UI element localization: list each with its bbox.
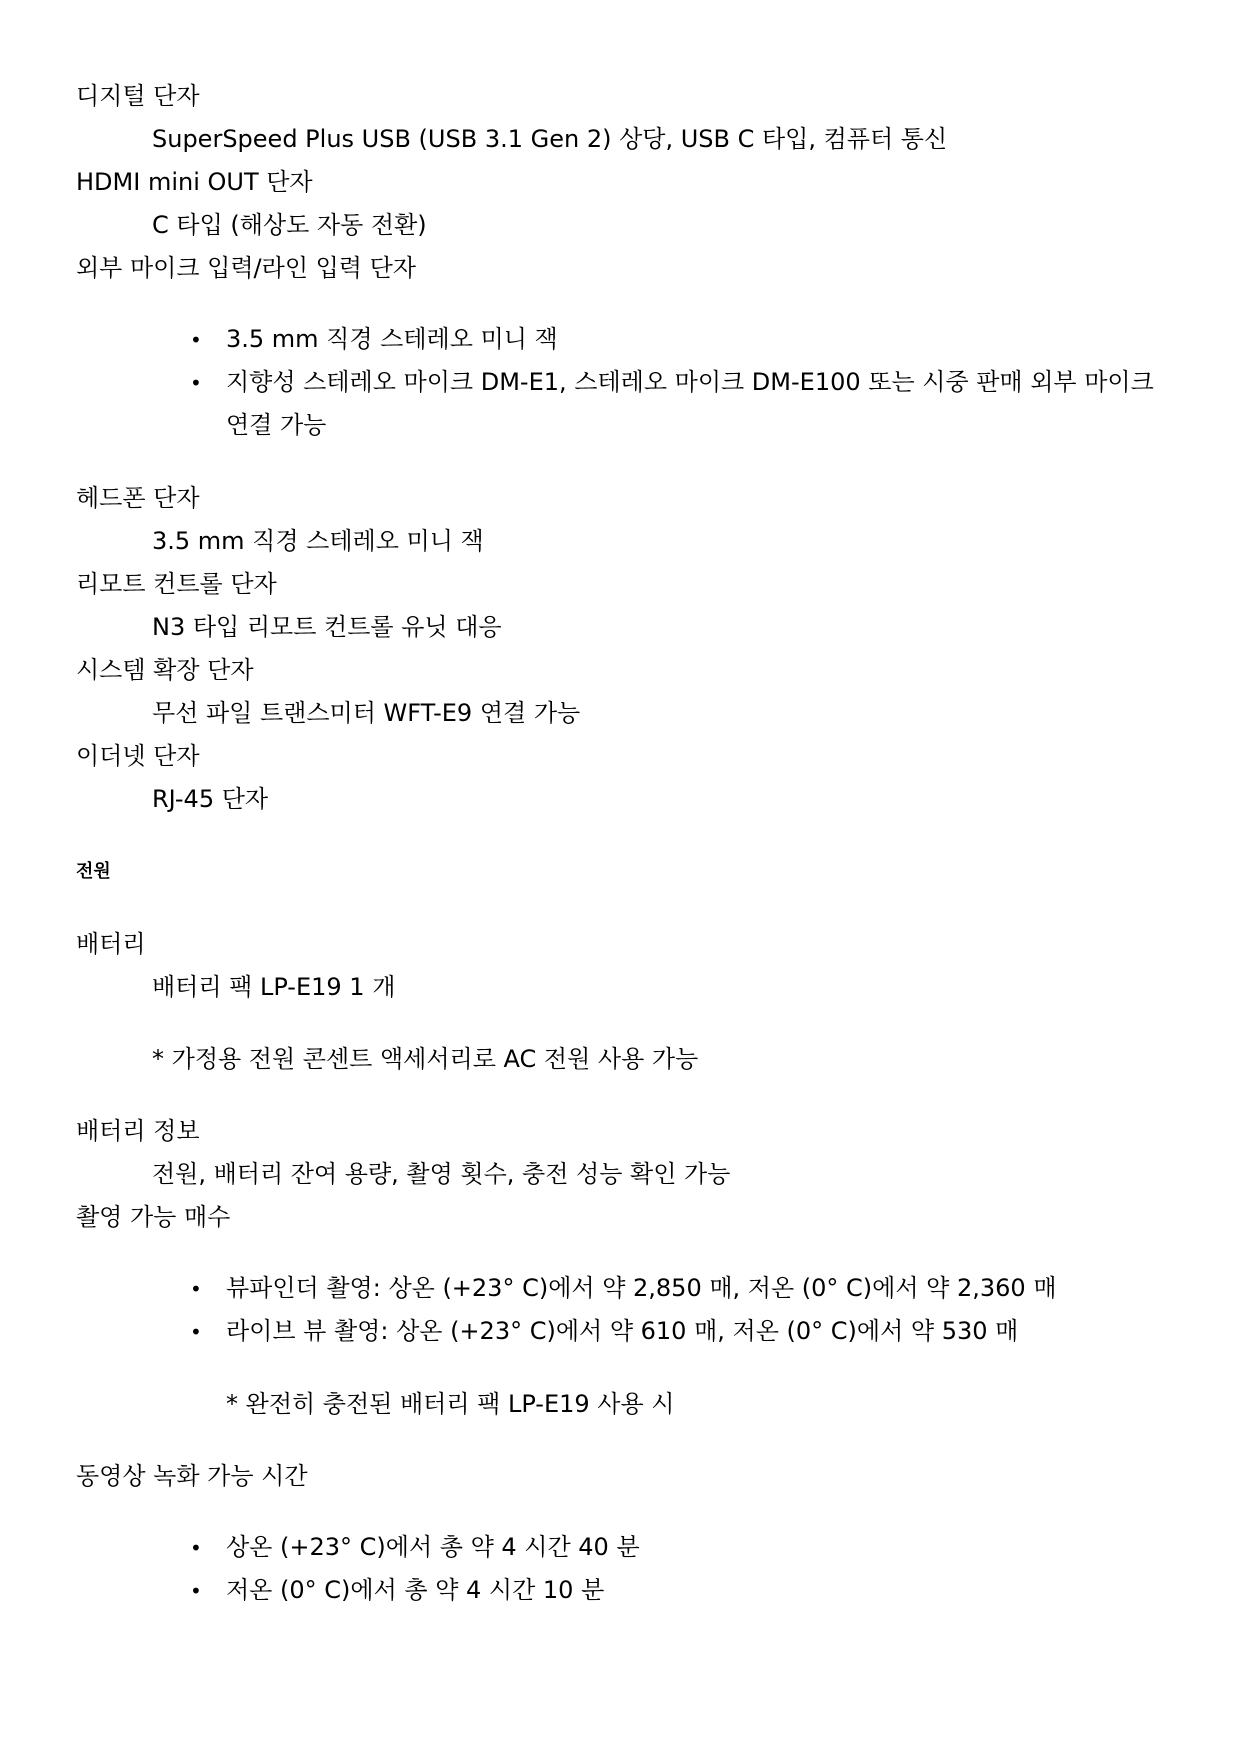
ethernet-terminal-detail: RJ-45 단자 <box>152 785 269 813</box>
headphone-terminal-heading: 헤드폰 단자 <box>76 484 200 512</box>
battery-info-detail: 전원, 배터리 잔여 용량, 촬영 횟수, 충전 성능 확인 가능 <box>152 1160 731 1188</box>
list-item: • 지향성 스테레오 마이크 DM-E1, 스테레오 마이크 DM-E100 또는 시중 판매 외부 마이크 연결 가능 <box>190 368 1154 439</box>
headphone-terminal-detail: 3.5 mm 직경 스테레오 미니 잭 <box>152 527 484 555</box>
remote-terminal-heading: 리모트 컨트롤 단자 <box>76 570 277 598</box>
battery-note: * 가정용 전원 콘센트 액세서리로 AC 전원 사용 가능 <box>152 1045 699 1073</box>
list-item: • 저온 (0° C)에서 총 약 4 시간 10 분 <box>190 1575 1156 1612</box>
shots-heading: 촬영 가능 매수 <box>76 1203 231 1231</box>
remote-terminal-detail: N3 타입 리모트 컨트롤 유닛 대응 <box>152 613 502 641</box>
list-item: • 3.5 mm 직경 스테레오 미니 잭 <box>190 324 1156 361</box>
list-item: • 상온 (+23° C)에서 총 약 4 시간 40 분 <box>190 1532 1156 1569</box>
battery-info-heading: 배터리 정보 <box>76 1117 200 1145</box>
digital-terminal-detail: SuperSpeed Plus USB (USB 3.1 Gen 2) 상당, USB C 타입, 컴퓨터 통신 <box>152 125 948 153</box>
list-item: • 뷰파인더 촬영: 상온 (+23° C)에서 약 2,850 매, 저온 (0° C)에서 약 2,360 매 <box>190 1273 1156 1310</box>
shots-note: * 완전히 충전된 배터리 팩 LP-E19 사용 시 <box>226 1390 675 1418</box>
bullet-icon: • <box>190 1579 202 1603</box>
bullet-icon: • <box>190 371 202 395</box>
hdmi-terminal-heading: HDMI mini OUT 단자 <box>76 168 313 196</box>
list-item: • 라이브 뷰 촬영: 상온 (+23° C)에서 약 610 매, 저온 (0° C)에서 약 530 매 <box>190 1316 1156 1353</box>
bullet-icon: • <box>190 1320 202 1344</box>
battery-heading: 배터리 <box>76 930 146 958</box>
power-section-title: 전원 <box>76 861 111 882</box>
bullet-icon: • <box>190 1536 202 1560</box>
system-terminal-detail: 무선 파일 트랜스미터 WFT-E9 연결 가능 <box>152 699 581 727</box>
digital-terminal-heading: 디지털 단자 <box>76 82 200 110</box>
movie-heading: 동영상 녹화 가능 시간 <box>76 1462 308 1490</box>
mic-terminal-heading: 외부 마이크 입력/라인 입력 단자 <box>76 254 416 282</box>
ethernet-terminal-heading: 이더넷 단자 <box>76 742 200 770</box>
system-terminal-heading: 시스템 확장 단자 <box>76 656 254 684</box>
battery-detail: 배터리 팩 LP-E19 1 개 <box>152 973 396 1001</box>
bullet-icon: • <box>190 328 202 352</box>
bullet-icon: • <box>190 1277 202 1301</box>
hdmi-terminal-detail: C 타입 (해상도 자동 전환) <box>152 211 427 239</box>
